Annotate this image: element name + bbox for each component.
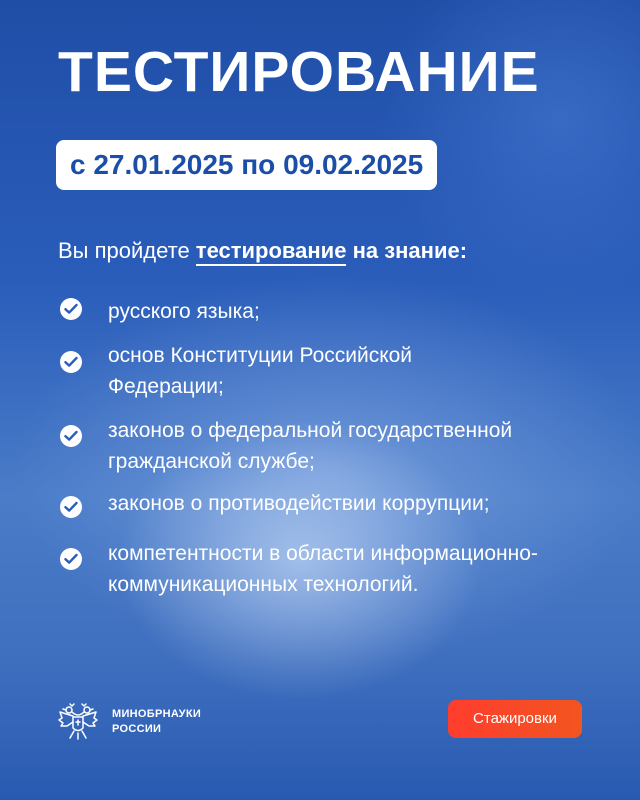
check-circle-icon <box>60 298 82 320</box>
intro-text <box>58 236 467 266</box>
page-title: ТЕСТИРОВАНИЕ <box>58 40 540 104</box>
topic-text: основ Конституции Российской Федерации; <box>108 344 413 398</box>
topic-text: законов о противодействии коррупции; <box>108 492 490 515</box>
date-range-badge: с 27.01.2025 по 09.02.2025 <box>56 140 437 190</box>
topic-text: компетентности в области информационно-коммуникационных технологий. <box>108 542 538 596</box>
check-circle-icon <box>60 496 82 518</box>
internships-button[interactable]: Стажировки <box>448 700 582 738</box>
intro-suffix: на знание: <box>346 238 468 263</box>
check-circle-icon <box>60 351 82 373</box>
intro-prefix: Вы пройдете <box>58 238 196 263</box>
emblem-logo <box>54 698 102 751</box>
intro-emphasis: тестирование <box>196 238 347 266</box>
double-headed-eagle-icon <box>54 698 102 746</box>
check-circle-icon <box>60 425 82 447</box>
topic-text: законов о федеральной государственной гражданской службе; <box>108 419 513 473</box>
check-circle-icon <box>60 548 82 570</box>
ministry-name: МИНОБРНАУКИ РОССИИ <box>112 708 202 735</box>
topic-text: русского языка; <box>108 300 260 323</box>
